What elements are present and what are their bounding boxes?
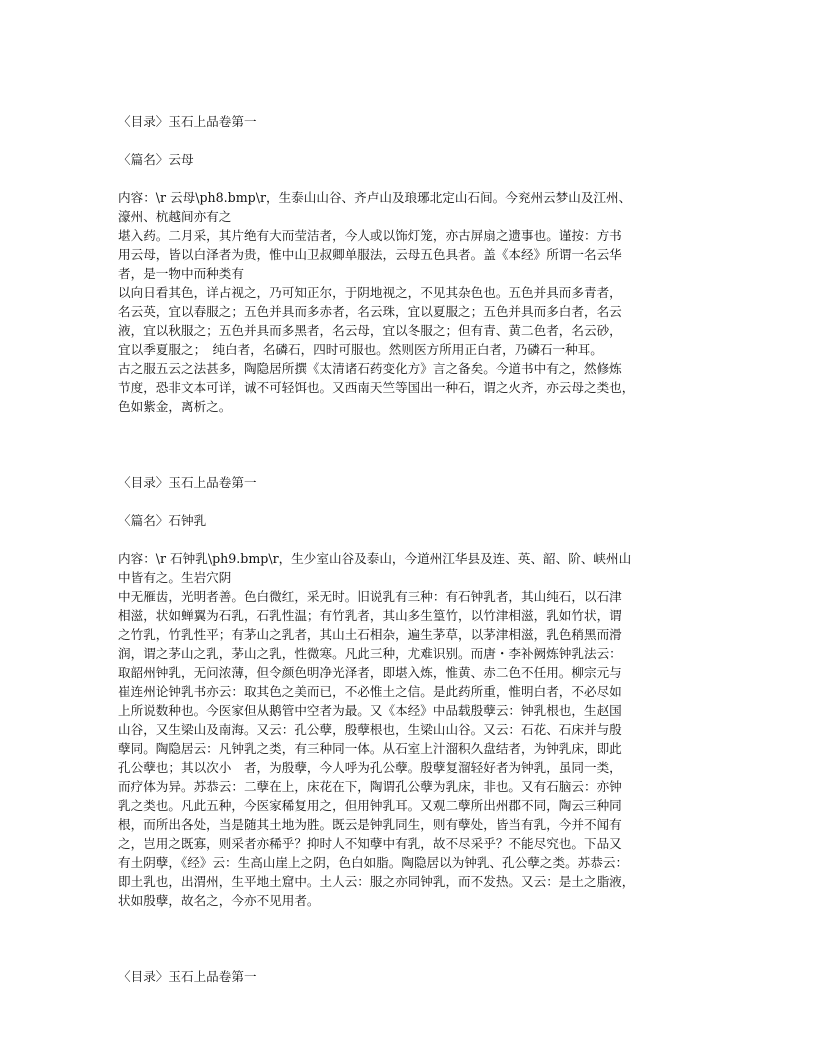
body-line: 名云英，宜以春服之；五色并具而多赤者，名云珠，宜以夏服之；五色并具而多白者，名云: [118, 304, 622, 319]
toc-heading: 〈目录〉玉石上品卷第一: [118, 969, 257, 984]
toc-heading: 〈目录〉玉石上品卷第一: [118, 475, 257, 490]
body-line: 节度，恐非文本可详，诚不可轻饵也。又西南天竺等国出一种石，谓之火齐，亦云母之类也，: [118, 380, 635, 395]
body-line: 中皆有之。生岩穴阴: [118, 570, 232, 585]
toc-heading: 〈目录〉玉石上品卷第一: [118, 114, 257, 129]
body-line: 崔连州论钟乳书亦云：取其色之美而已，不必惟土之信。是此药所重，惟明白者，不必尽如: [118, 684, 622, 699]
body-line: 根，而所出各处，当是随其土地为胜。既云是钟乳同生，则有孽处，皆当有乳，今并不闻有: [118, 817, 622, 832]
body-line: 相滋，状如蝉翼为石乳，石乳性温；有竹乳者，其山多生篁竹，以竹津相滋，乳如竹状，谓: [118, 608, 622, 623]
body-line: 用云母，皆以白泽者为贵，惟中山卫叔卿单服法，云母五色具者。盖《本经》所谓一名云华: [118, 247, 622, 262]
body-line: 内容：\r 云母\ph8.bmp\r，生泰山山谷、齐卢山及琅琊北定山石间。今兖州云梦山及江州、: [118, 190, 632, 205]
body-line: 上所说数种也。今医家但从鹅管中空者为最。又《本经》中品载殷孽云：钟乳根也，生赵国: [118, 703, 622, 718]
body-line: 而疗体为异。苏恭云：二孽在上，床花在下，陶谓孔公孽为乳床，非也。又有石脑云：亦钟: [118, 779, 622, 794]
body-line: 状如殷孽，故名之，今亦不见用者。: [118, 893, 320, 908]
body-line: 乳之类也。凡此五种，今医家稀复用之，但用钟乳耳。又观二孽所出州郡不同，陶云三种同: [118, 798, 622, 813]
body-line: 中无雁齿，光明者善。色白微红，采无时。旧说乳有三种：有石钟乳者，其山纯石，以石津: [118, 589, 622, 604]
body-line: 孔公孽也；其以次小 者，为殷孽，今人呼为孔公孽。殷孽复溜轻好者为钟乳，虽同一类，: [118, 760, 622, 775]
body-line: 宜以季夏服之； 纯白者，名磷石，四时可服也。然则医方所用正白者，乃磷石一种耳。: [118, 342, 603, 357]
body-line: 濠州、杭越间亦有之: [118, 209, 232, 224]
body-line: 山谷，又生梁山及南海。又云：孔公孽，殷孽根也，生梁山山谷。又云：石花、石床并与殷: [118, 722, 622, 737]
body-line: 内容：\r 石钟乳\ph9.bmp\r，生少室山谷及泰山，今道州江华县及连、英、韶、阶、峡州山: [118, 551, 632, 566]
section-body: [118, 549, 698, 910]
body-line: 者，是一物中而种类有: [118, 266, 244, 281]
body-line: 古之服五云之法甚多，陶隐居所撰《太清诸石药变化方》言之备矣。今道书中有之，然修炼: [118, 361, 622, 376]
chapter-title: 〈篇名〉云母: [118, 152, 194, 167]
body-line: 堪入药。二月采，其片绝有大而莹洁者，今人或以饰灯笼，亦古屏扇之遗事也。谨按：方书: [118, 228, 622, 243]
section-body: [118, 188, 698, 416]
body-line: 润，谓之茅山之乳，茅山之乳，性微寒。凡此三种，尤难识别。而唐・李补阙炼钟乳法云：: [118, 646, 622, 661]
body-line: 即土乳也，出渭州，生平地土窟中。土人云：服之亦同钟乳，而不发热。又云：是土之脂液，: [118, 874, 635, 889]
body-line: 之竹乳，竹乳性平；有茅山之乳者，其山土石相杂，遍生茅草，以茅津相滋，乳色稍黑而滑: [118, 627, 622, 642]
document-page: [118, 112, 698, 986]
section-yunmu: [118, 112, 698, 416]
body-line: 液，宜以秋服之；五色并具而多黑者，名云母，宜以冬服之；但有青、黄二色者，名云砂，: [118, 323, 622, 338]
body-line: 色如紫金，离析之。: [118, 399, 232, 414]
body-line: 之，岂用之既寡，则采者亦稀乎？抑时人不知孽中有乳，故不尽采乎？不能尽究也。下品又: [118, 836, 622, 851]
section-shizhongru: [118, 473, 698, 910]
chapter-title: 〈篇名〉石钟乳: [118, 513, 207, 528]
body-line: 取韶州钟乳，无问浓薄，但令颜色明净光泽者，即堪入炼，惟黄、赤二色不任用。柳宗元与: [118, 665, 622, 680]
body-line: 孽同。陶隐居云：凡钟乳之类，有三种同一体。从石室上汁溜积久盘结者，为钟乳床，即此: [118, 741, 622, 756]
body-line: 以向日看其色，详占视之，乃可知正尔，于阴地视之，不见其杂色也。五色并具而多青者，: [118, 285, 622, 300]
body-line: 有土阴孽，《经》云：生高山崖上之阴，色白如脂。陶隐居以为钟乳、孔公孽之类。苏恭云：: [118, 855, 629, 870]
